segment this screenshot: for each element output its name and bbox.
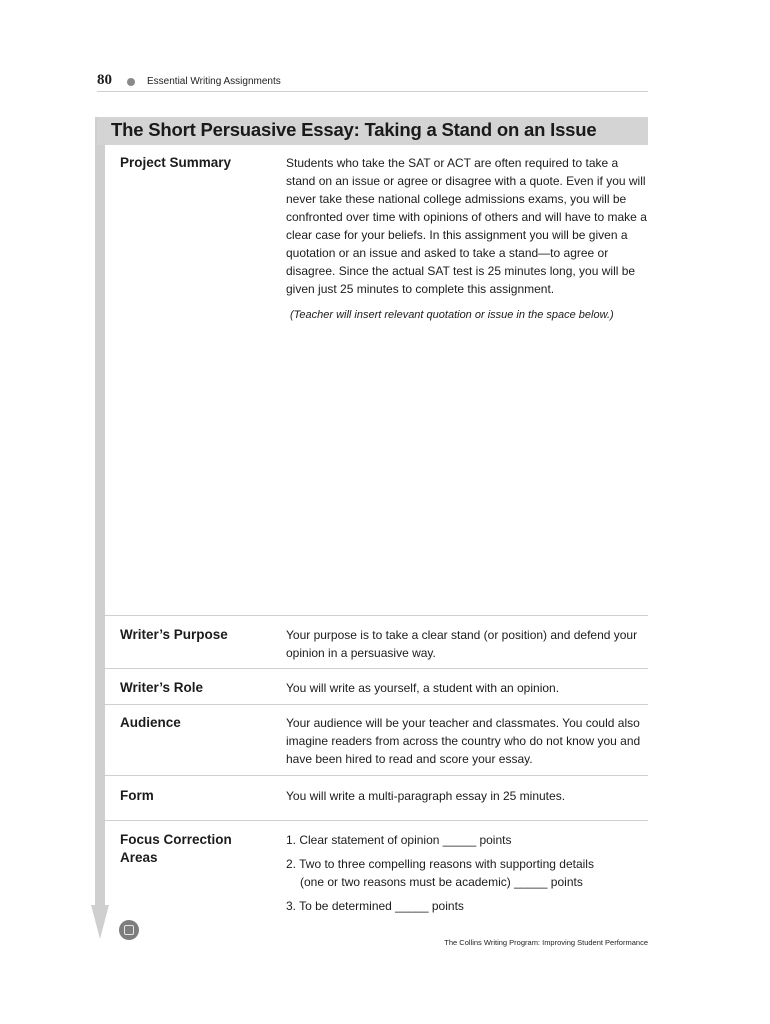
form-label: Form <box>120 788 154 803</box>
project-summary-label: Project Summary <box>120 155 232 170</box>
writers-role-text: You will write as yourself, a student with an opinion. <box>286 681 560 695</box>
audience-text: Your audience will be your teacher and classmates. You could also imagine readers from across the country who do not know you and have been hired to read and score your essay. <box>286 716 641 766</box>
criteria-item: 3. To be determined _____ points <box>286 899 464 913</box>
criteria-item-continuation: (one or two reasons must be academic) _____ points <box>300 875 583 889</box>
left-margin-rule <box>95 117 105 907</box>
page-title: The Short Persuasive Essay: Taking a Stand on an Issue <box>111 119 597 140</box>
writers-role-section <box>105 668 648 705</box>
running-head: Essential Writing Assignments <box>147 76 281 87</box>
page-number: 80 <box>97 72 112 88</box>
focus-correction-list <box>286 831 648 921</box>
focus-correction-label: Focus Correction Areas <box>120 832 232 865</box>
writers-purpose-text: Your purpose is to take a clear stand (or position) and defend your opinion in a persuasive way. <box>286 628 638 660</box>
audience-label: Audience <box>120 715 181 730</box>
project-summary-text: Students who take the SAT or ACT are often required to take a stand on an issue or agree or disagree with a quote. Even if you will never take these national college admissions exams, you will be confronted over time with opinions of others and will have to make a clear case for your beliefs. In this assignment you will be given a quotation or an issue and asked to take a stand—to agree or disagree. Since the actual SAT test is 25 minutes long, you will be given just 25 minutes to complete this assignment. <box>286 156 647 296</box>
teacher-note: (Teacher will insert relevant quotation or issue in the space below.) <box>290 309 614 321</box>
writers-role-label: Writer’s Role <box>120 680 204 695</box>
focus-correction-section <box>105 820 648 921</box>
form-text: You will write a multi-paragraph essay in 25 minutes. <box>286 789 566 803</box>
project-summary-content <box>286 154 648 324</box>
criteria-item: 1. Clear statement of opinion _____ points <box>286 833 512 847</box>
page-header <box>97 71 648 92</box>
form-section <box>105 775 648 821</box>
criteria-item: 2. Two to three compelling reasons with supporting details <box>286 857 594 871</box>
title-bar <box>97 117 648 145</box>
project-summary-section <box>105 152 648 615</box>
bullet-icon <box>127 78 135 86</box>
program-logo-icon <box>119 920 139 940</box>
logo-mark <box>124 925 134 935</box>
footer-text: The Collins Writing Program: Improving Student Performance <box>444 938 648 947</box>
audience-section <box>105 704 648 776</box>
writers-purpose-section <box>105 615 648 669</box>
writers-purpose-label: Writer’s Purpose <box>120 627 228 642</box>
